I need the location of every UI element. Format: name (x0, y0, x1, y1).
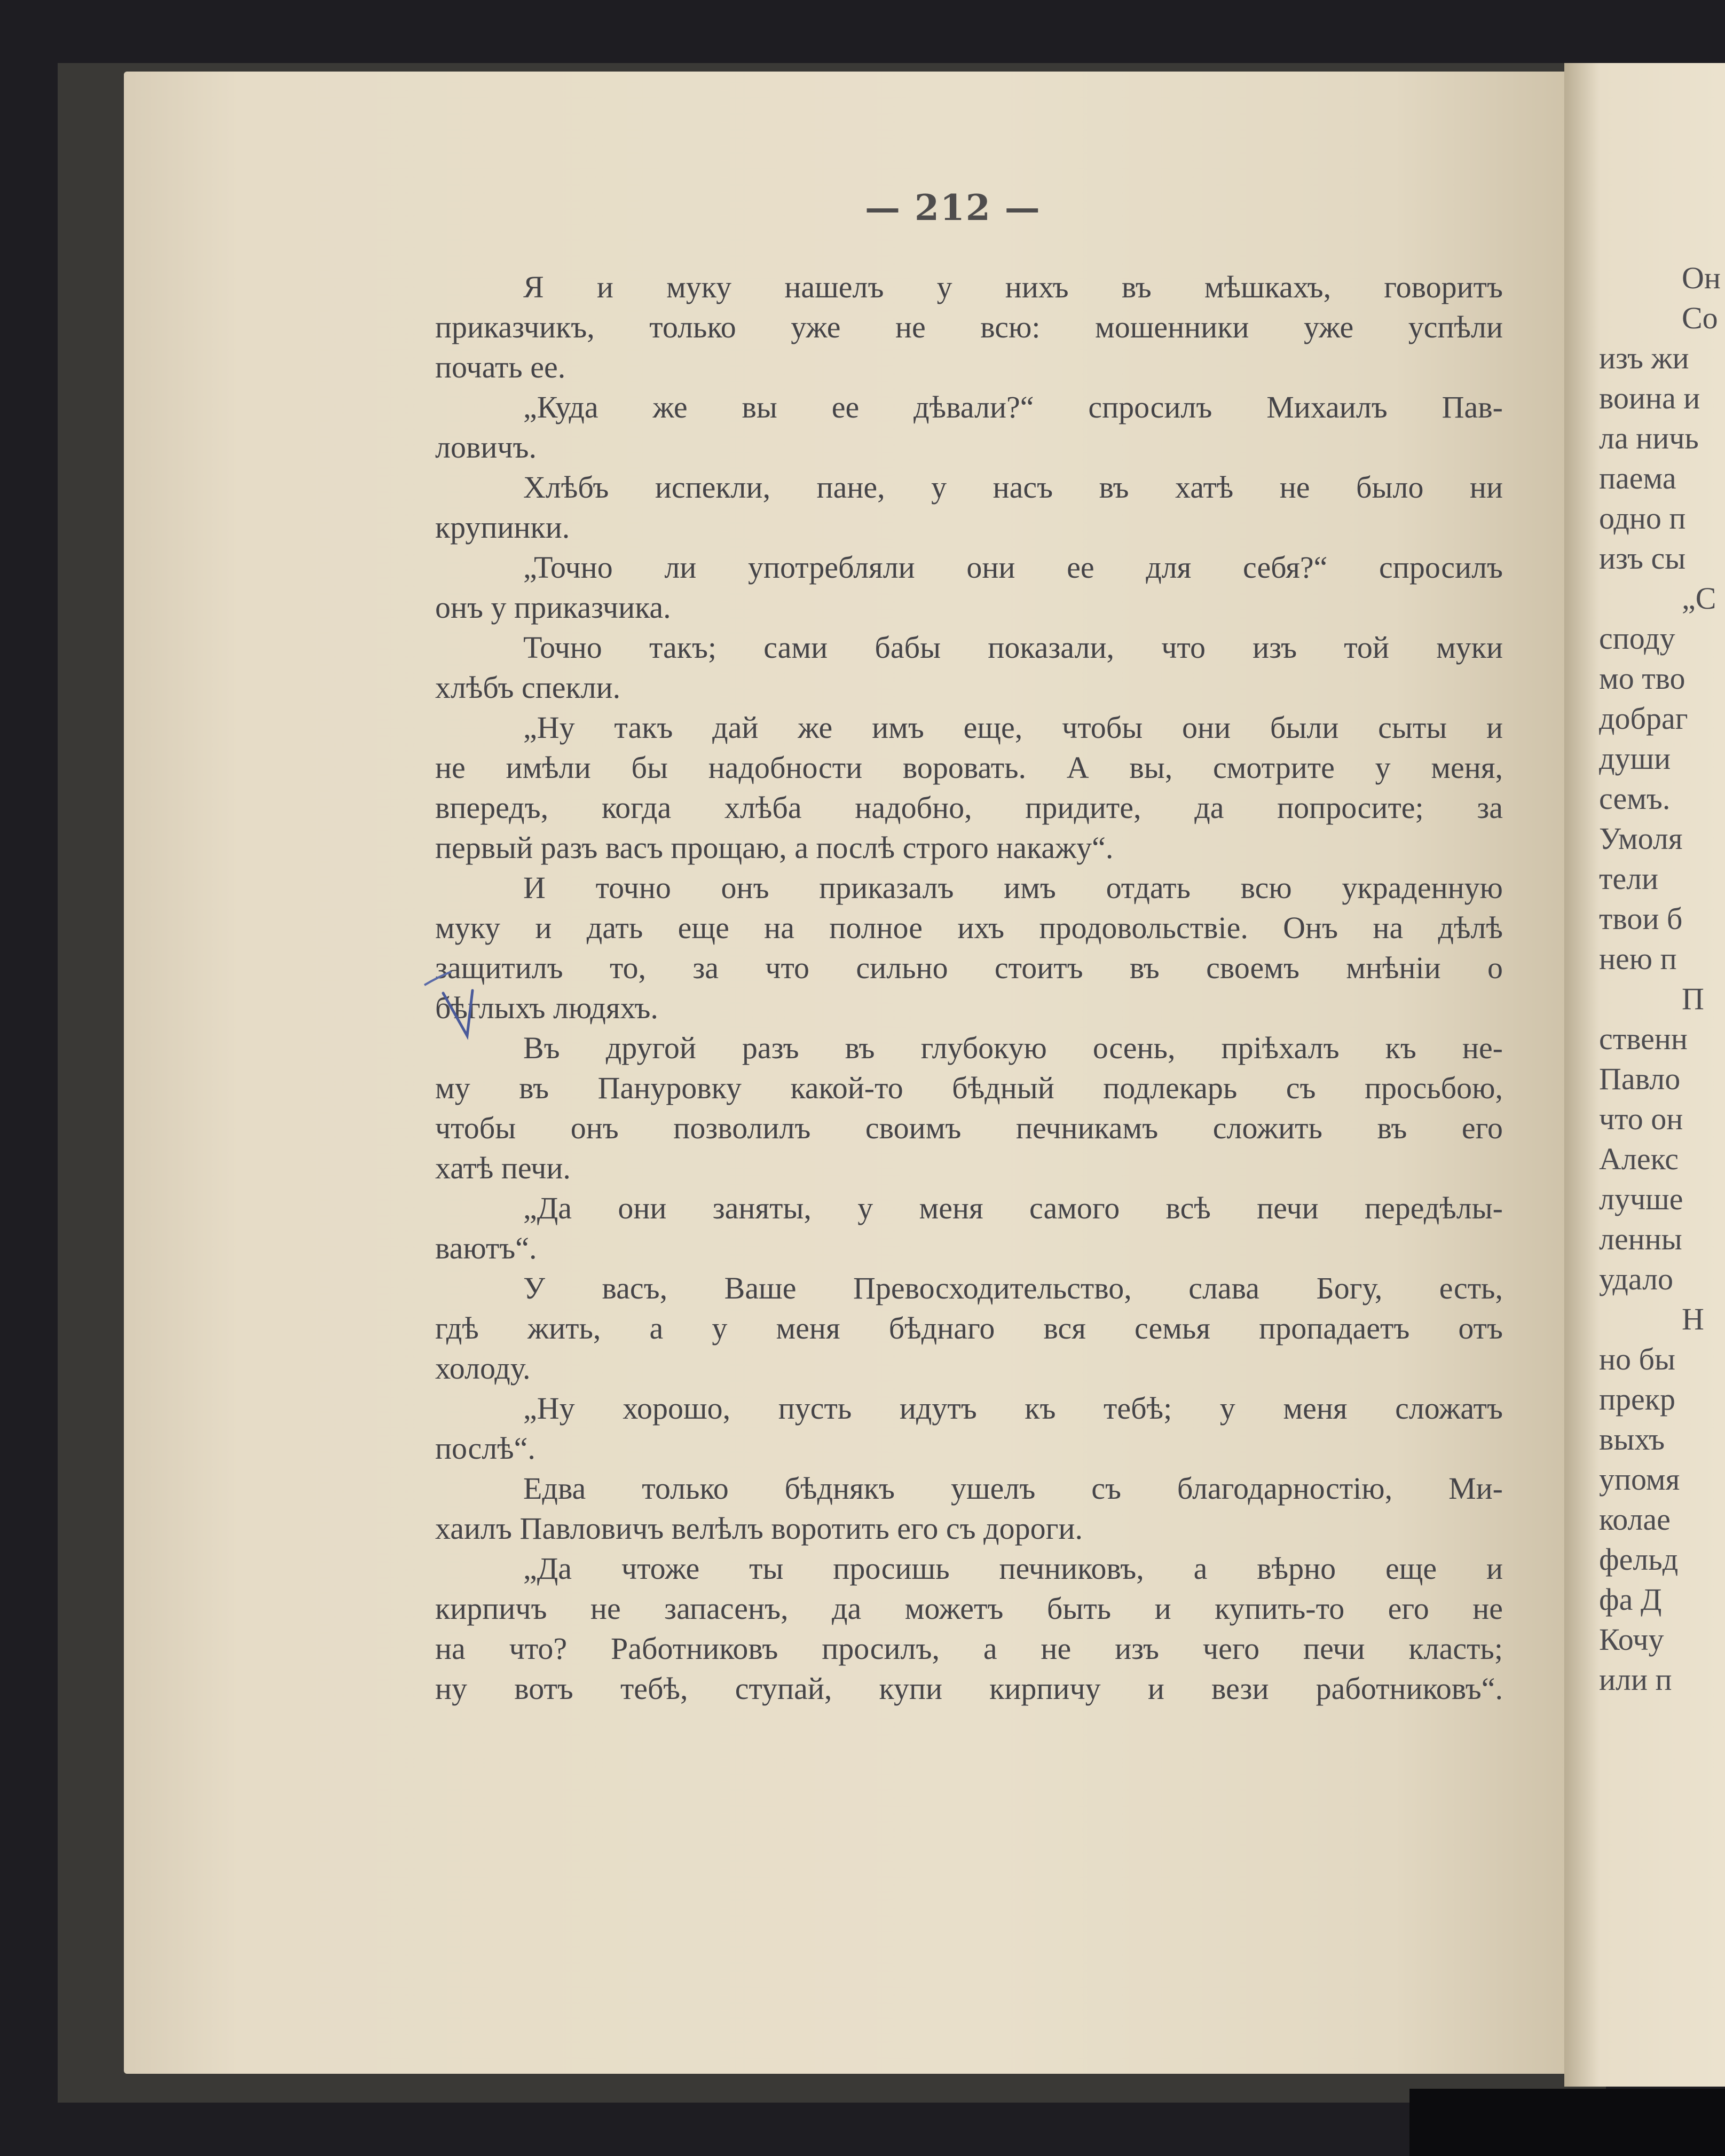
right-text-line: души (1599, 741, 1671, 776)
right-text-line: фельд (1599, 1542, 1679, 1577)
text-line: приказчикъ, только уже не всю: мошенники уже успѣли (435, 310, 1503, 344)
right-text-line: мо тво (1599, 661, 1685, 696)
scan-shadow-strip (1409, 2089, 1725, 2156)
pencil-check-mark (422, 956, 486, 1052)
text-line: „Ну хорошо, пусть идутъ къ тебѣ; у меня сложатъ (523, 1391, 1503, 1426)
text-line: гдѣ жить, а у меня бѣднаго вся семья пропадаетъ отъ (435, 1311, 1503, 1345)
text-line: У васъ, Ваше Превосходительство, слава Богу, есть, (523, 1271, 1503, 1305)
right-text-line: изъ жи (1599, 341, 1689, 375)
text-line: послѣ“. (435, 1431, 535, 1466)
text-line: хатѣ печи. (435, 1151, 571, 1185)
text-line: ваютъ“. (435, 1231, 537, 1265)
right-text-line: воина и (1599, 381, 1700, 415)
right-text-line: ственн (1599, 1021, 1688, 1056)
text-line: на что? Работниковъ просилъ, а не изъ чего печи класть; (435, 1631, 1503, 1666)
right-text-line: добраг (1599, 701, 1688, 736)
right-text-line: Со (1682, 301, 1718, 335)
text-line: кирпичъ не запасенъ, да можетъ быть и купить-то его не (435, 1591, 1503, 1626)
right-text-line: Павло (1599, 1061, 1681, 1096)
text-line: впередъ, когда хлѣба надобно, придите, да попросите; за (435, 790, 1503, 825)
text-line: муку и дать еще на полное ихъ продовольствіе. Онъ на дѣлѣ (435, 910, 1503, 945)
text-line: не имѣли бы надобности воровать. А вы, смотрите у меня, (435, 750, 1503, 785)
page-number: — 212 — (865, 187, 1041, 229)
right-text-line: ла ничь (1599, 421, 1699, 455)
text-line: бѣглыхъ людяхъ. (435, 990, 658, 1025)
text-line: „Точно ли употребляли они ее для себя?“ спросилъ (523, 550, 1503, 585)
right-text-line: ленны (1599, 1222, 1682, 1256)
text-line: Я и муку нашелъ у нихъ въ мѣшкахъ, говоритъ (523, 270, 1503, 304)
text-line: И точно онъ приказалъ имъ отдать всю украденную (523, 870, 1503, 905)
right-text-line: твои б (1599, 901, 1683, 936)
text-line: „Да чтоже ты просишь печниковъ, а вѣрно еще и (523, 1551, 1503, 1586)
right-text-line: что он (1599, 1101, 1683, 1136)
text-line: онъ у приказчика. (435, 590, 671, 625)
right-text-line: лучше (1599, 1182, 1683, 1216)
right-text-line: упомя (1599, 1462, 1680, 1497)
text-line: хлѣбъ спекли. (435, 670, 621, 705)
right-text-line: Н (1682, 1302, 1704, 1336)
right-text-line: Он (1682, 261, 1721, 295)
right-text-line: фа Д (1599, 1582, 1662, 1617)
right-text-line: паема (1599, 461, 1676, 495)
right-text-line: удало (1599, 1262, 1674, 1296)
right-text-line: но бы (1599, 1342, 1676, 1376)
text-line: первый разъ васъ прощаю, а послѣ строго накажу“. (435, 830, 1114, 865)
text-line: „Да они заняты, у меня самого всѣ печи передѣлы- (523, 1191, 1503, 1225)
right-text-line: колае (1599, 1502, 1671, 1537)
right-text-line: Алекс (1599, 1142, 1679, 1176)
text-line: холоду. (435, 1351, 531, 1386)
text-line: крупинки. (435, 510, 570, 545)
text-line: „Ну такъ дай же имъ еще, чтобы они были сыты и (523, 710, 1503, 745)
text-line: Хлѣбъ испекли, пане, у насъ въ хатѣ не было ни (523, 470, 1503, 505)
text-line: Точно такъ; сами бабы показали, что изъ той муки (523, 630, 1503, 665)
text-line: хаилъ Павловичъ велѣлъ воротить его съ дороги. (435, 1511, 1083, 1546)
right-text-line: семъ. (1599, 781, 1671, 816)
right-text-line: нею п (1599, 941, 1677, 976)
right-text-line: прекр (1599, 1382, 1675, 1417)
right-text-line: „С (1682, 581, 1716, 616)
right-text-line: выхъ (1599, 1422, 1665, 1457)
text-line: Едва только бѣднякъ ушелъ съ благодарностію, Ми- (523, 1471, 1503, 1506)
right-text-line: Умоля (1599, 821, 1683, 856)
right-text-line: споду (1599, 621, 1675, 656)
text-line: чтобы онъ позволилъ своимъ печникамъ сложить въ его (435, 1111, 1503, 1145)
right-text-line: Кочу (1599, 1622, 1664, 1657)
right-text-line: или п (1599, 1662, 1672, 1697)
text-line: ловичъ. (435, 430, 537, 465)
text-line: Въ другой разъ въ глубокую осень, пріѣхалъ къ не- (523, 1030, 1503, 1065)
right-text-line: П (1682, 981, 1704, 1016)
text-line: защитилъ то, за что сильно стоитъ въ своемъ мнѣніи о (435, 950, 1503, 985)
text-line: ну вотъ тебѣ, ступай, купи кирпичу и вези работниковъ“. (435, 1671, 1503, 1706)
text-line: му въ Пануровку какой-то бѣдный подлекарь съ просьбою, (435, 1071, 1503, 1105)
text-line: „Куда же вы ее дѣвали?“ спросилъ Михаилъ Пав- (523, 390, 1503, 424)
right-text-line: тели (1599, 861, 1659, 896)
right-text-line: изъ сы (1599, 541, 1686, 576)
text-line: почать ее. (435, 350, 566, 384)
right-text-line: одно п (1599, 501, 1686, 536)
